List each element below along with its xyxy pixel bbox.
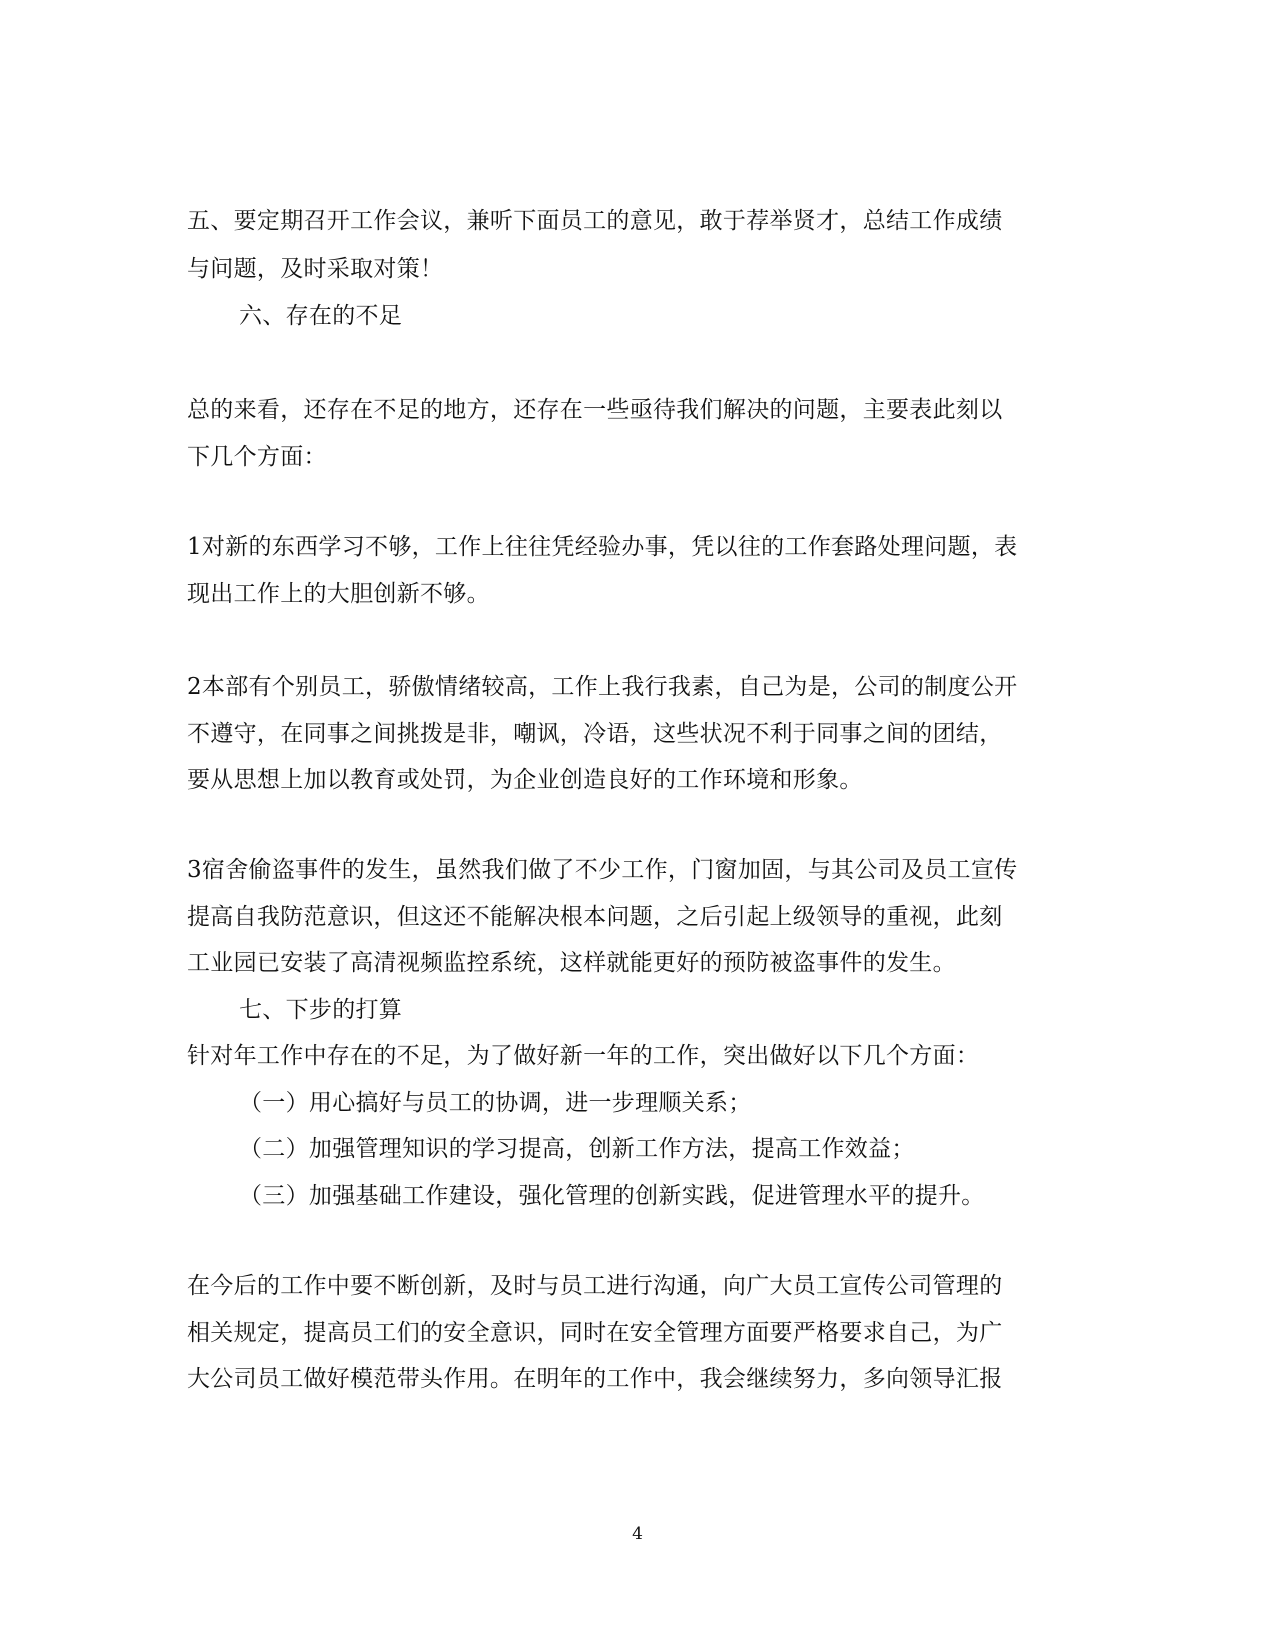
text-line: 总的来看，还存在不足的地方，还存在一些亟待我们解决的问题，主要表此刻以	[187, 397, 1003, 423]
text-line: 提高自我防范意识，但这还不能解决根本问题，之后引起上级领导的重视，此刻	[187, 904, 1003, 930]
text-line: 五、要定期召开工作会议，兼听下面员工的意见，敢于荐举贤才，总结工作成绩	[187, 208, 1003, 234]
list-item: （二）加强管理知识的学习提高，创新工作方法，提高工作效益；	[239, 1136, 915, 1162]
section-heading: 六、存在的不足	[239, 303, 403, 329]
text-line: 在今后的工作中要不断创新，及时与员工进行沟通，向广大员工宣传公司管理的	[187, 1273, 1003, 1299]
text-line: 针对年工作中存在的不足，为了做好新一年的工作，突出做好以下几个方面：	[187, 1043, 980, 1069]
text-line: 要从思想上加以教育或处罚，为企业创造良好的工作环境和形象。	[187, 767, 863, 793]
text-line: 相关规定，提高员工们的安全意识，同时在安全管理方面要严格要求自己，为广	[187, 1320, 1003, 1346]
text-line: 3宿舍偷盗事件的发生，虽然我们做了不少工作，门窗加固，与其公司及员工宣传	[187, 857, 1018, 883]
text-line: 与问题，及时采取对策！	[187, 256, 444, 282]
text-line: 工业园已安装了高清视频监控系统，这样就能更好的预防被盗事件的发生。	[187, 950, 956, 976]
text-line: 现出工作上的大胆创新不够。	[187, 581, 490, 607]
list-item: （一）用心搞好与员工的协调，进一步理顺关系；	[239, 1090, 752, 1116]
text-line: 1对新的东西学习不够，工作上往往凭经验办事，凭以往的工作套路处理问题，表	[187, 534, 1018, 560]
list-item: （三）加强基础工作建设，强化管理的创新实践，促进管理水平的提升。	[239, 1183, 985, 1209]
page-number: 4	[632, 1524, 643, 1544]
text-line: 大公司员工做好模范带头作用。在明年的工作中，我会继续努力，多向领导汇报	[187, 1366, 1003, 1392]
text-line: 不遵守，在同事之间挑拨是非，嘲讽，冷语，这些状况不利于同事之间的团结，	[187, 721, 1003, 747]
text-line: 下几个方面：	[187, 444, 327, 470]
section-heading: 七、下步的打算	[239, 997, 403, 1023]
text-line: 2本部有个别员工，骄傲情绪较高，工作上我行我素，自己为是，公司的制度公开	[187, 674, 1018, 700]
